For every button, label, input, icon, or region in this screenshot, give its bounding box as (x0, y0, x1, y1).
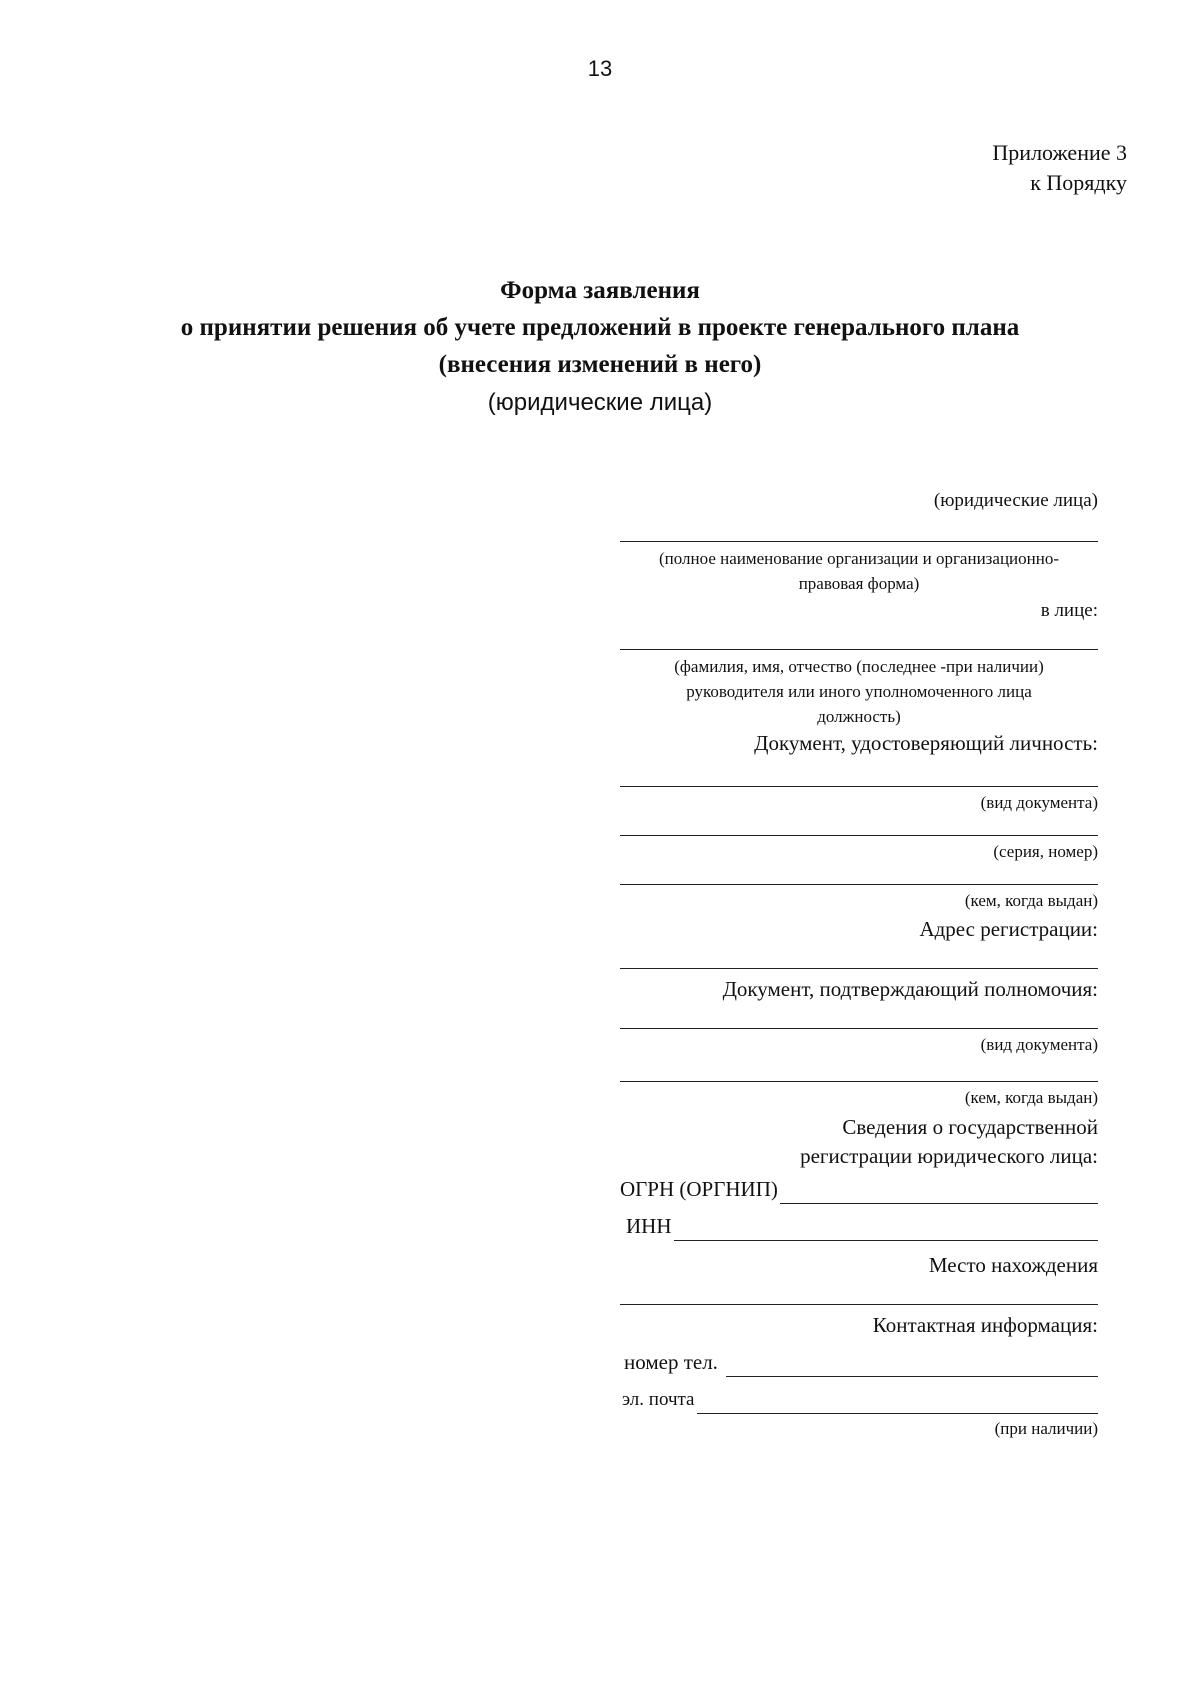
email-optional-caption: (при наличии) (994, 1419, 1098, 1438)
title-line-3: (внесения изменений в него) (438, 351, 762, 378)
email-field[interactable] (697, 1391, 1099, 1414)
ogrn-field[interactable] (780, 1181, 1098, 1204)
org-name-field[interactable] (620, 517, 1098, 542)
person-caption-1: (фамилия, имя, отчество (последнее -при наличии) (674, 657, 1044, 676)
state-registration-heading-1: Сведения о государственной (842, 1115, 1098, 1139)
ogrn-row (620, 1175, 1098, 1204)
id-doc-type-caption: (вид документа) (980, 793, 1098, 812)
title-line-1: Форма заявления (500, 277, 700, 304)
email-row (620, 1385, 1098, 1414)
represented-by-label: в лице: (1040, 600, 1098, 621)
title-subtitle: (юридические лица) (487, 389, 713, 416)
authority-document-heading: Документ, подтверждающий полномочия: (722, 977, 1098, 1001)
phone-row (620, 1348, 1098, 1377)
location-heading: Место нахождения (928, 1253, 1098, 1277)
phone-field[interactable] (726, 1354, 1098, 1377)
id-doc-type-field[interactable] (620, 762, 1098, 787)
person-caption-2: руководителя или иного уполномоченного лица (686, 682, 1032, 701)
registration-address-field[interactable] (620, 944, 1098, 969)
state-registration-heading-2: регистрации юридического лица: (800, 1144, 1098, 1168)
applicant-form (620, 486, 1098, 1441)
authority-doc-issued-caption: (кем, когда выдан) (964, 1088, 1098, 1107)
appendix-line-1: Приложение 3 (992, 140, 1127, 165)
location-field[interactable] (620, 1280, 1098, 1305)
appendix-reference (992, 138, 1127, 198)
phone-label: номер тел. (624, 1350, 718, 1374)
appendix-line-2: к Порядку (1030, 170, 1127, 195)
registration-address-heading: Адрес регистрации: (919, 917, 1098, 941)
person-caption-3: должность) (817, 707, 901, 726)
representative-field[interactable] (620, 625, 1098, 650)
ogrn-label: ОГРН (ОРГНИП) (620, 1177, 778, 1201)
email-label: эл. почта (622, 1389, 695, 1410)
applicant-type-label: (юридические лица) (933, 490, 1098, 511)
inn-field[interactable] (674, 1218, 1099, 1241)
inn-row (620, 1212, 1098, 1241)
title-line-2: о принятии решения об учете предложений в проекте генерального плана (180, 314, 1020, 341)
inn-label: ИНН (626, 1214, 672, 1238)
id-document-heading: Документ, удостоверяющий личность: (754, 731, 1098, 755)
authority-doc-type-caption: (вид документа) (980, 1035, 1098, 1054)
id-doc-issued-caption: (кем, когда выдан) (964, 891, 1098, 910)
authority-doc-type-field[interactable] (620, 1004, 1098, 1029)
org-name-caption: (полное наименование организации и организационно- (659, 549, 1059, 568)
document-title (60, 272, 1140, 423)
id-doc-series-caption: (серия, номер) (993, 842, 1098, 861)
authority-doc-issued-field[interactable] (620, 1057, 1098, 1082)
page-number: 13 (587, 56, 613, 81)
contact-info-heading: Контактная информация: (872, 1313, 1098, 1337)
org-name-caption-2: правовая форма) (798, 574, 920, 593)
